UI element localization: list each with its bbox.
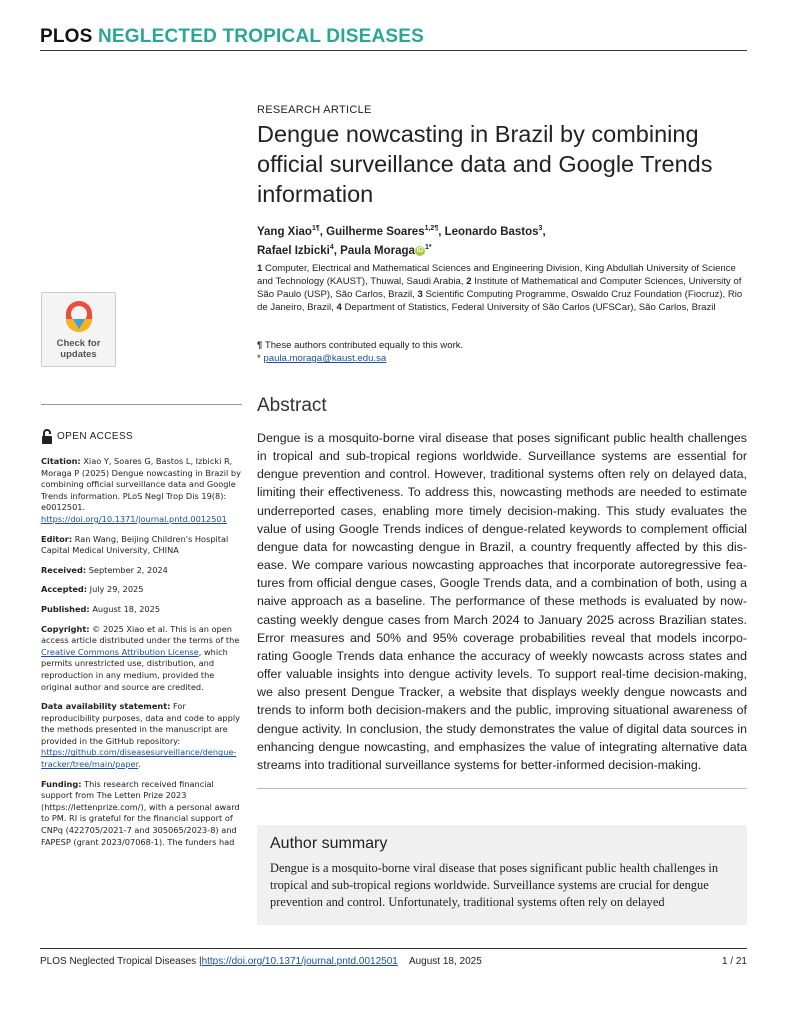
- accepted-block: [41, 584, 241, 596]
- citation-label: Citation:: [41, 456, 81, 466]
- github-repo-link[interactable]: https://github.com/diseasesurveillance/dengue-tracker/tree/main/paper: [41, 747, 237, 770]
- copyright-block: [41, 624, 241, 694]
- accepted-date: July 29, 2025: [89, 584, 144, 595]
- check-for-updates-badge[interactable]: [41, 292, 116, 367]
- author-summary-box: [257, 825, 747, 925]
- published-block: [41, 604, 241, 616]
- author-affil: 1¶: [311, 225, 320, 232]
- data-availability-label: Data availability statement:: [41, 701, 171, 712]
- abstract-text: Dengue is a mosquito-borne viral disease that poses significant public health challenges in tropical and sub-tropical regions worldwide. Surveillance systems are essential for dengue prevention and control. However, traditional systems often rely on delayed data, limiting their effectiveness. To address this, nowcasting methods are needed to estimate underreported cases, enabling more timely decision-making. This study evaluates the value of using Google Trends indices of dengue-related keywords to complement official dengue data for nowcasting dengue in Brazil, a country frequently affected by this dis-ease. We compare various nowcasting approaches that incorporate autoregressive fea-tures from official dengue cases, Google Trends data, and a combination of both, using a naive approach as a baseline. The performance of these methods is evaluated by now-casting weekly dengue cases from March 2024 to January 2025 across Brazilian states. Error measures and 50% and 95% coverage probabilities reveal that models incorpo-rating Google Trends data enhance the accuracy of weekly nowcasts across states and offer valuable insights into dengue activity levels. To support real-time decision-making, we also present Dengue Tracker, a website that displays weekly dengue nowcasts and trends to inform both decision-makers and the public, improving situational awareness of dengue activity. In conclusion, the study demonstrates the value of digital data sources in enhancing dengue nowcasting, and emphasizes the value of integrating alternative data streams into traditional surveillance systems for better-informed decision-making.: [257, 431, 747, 772]
- footer-doi-link[interactable]: https://doi.org/10.1371/journal.pntd.0012501: [201, 956, 398, 967]
- author-list: Yang Xiao$^{1\P}$, Guilherme Soares$^{1,2\P}$, Leonardo Bastos$^3$, Rafael Izbicki$^4$, Paula Moraga iD $^{1*}$: [257, 225, 546, 257]
- funding-text: This research received financial support from The Letten Prize 2023 (https://lettenprize.com/), with a personal award to PM. RI is grateful for the financial support of CNPq (422705/2021-7 and 305065/2023-8) and FAPESP (grant 2023/07068-1). The funders had: [41, 778, 240, 847]
- author-affil: 3: [538, 225, 543, 232]
- check-updates-line1: Check for: [56, 338, 101, 349]
- check-updates-icon: [64, 299, 94, 333]
- author-name[interactable]: Paula Moraga: [340, 244, 415, 257]
- journal-name: NEGLECTED TROPICAL DISEASES: [98, 26, 424, 47]
- received-label: Received:: [41, 564, 87, 575]
- sidebar-divider: [41, 404, 242, 405]
- author-affil: 1,2¶: [424, 225, 439, 232]
- citation-block: [41, 456, 241, 526]
- open-lock-icon: [41, 429, 53, 444]
- author-name[interactable]: Leonardo Bastos: [444, 225, 539, 238]
- page-number: 1 / 21: [721, 956, 747, 967]
- article-title: Dengue nowcasting in Brazil by combining official surveillance data and Google Trends information: [257, 121, 713, 207]
- accepted-label: Accepted:: [41, 584, 88, 595]
- author-affil: 1*: [424, 243, 432, 251]
- citation-text: Xiao Y, Soares G, Bastos L, Izbicki R, Moraga P (2025) Dengue nowcasting in Brazil by combining official surveillance data and Google Trends information. PLoS Negl Trop Dis 19(8): e0012501.: [41, 456, 241, 513]
- corresponding-email-link[interactable]: paula.moraga@kaust.edu.sa: [263, 353, 387, 364]
- footer-journal: PLOS Neglected Tropical Diseases |: [40, 956, 202, 967]
- footer-date: August 18, 2025: [408, 956, 482, 967]
- affil-number: 2: [466, 276, 472, 287]
- plos-logo-text: PLOS: [40, 26, 93, 47]
- copyright-pre: © 2025 Xiao et al. This is an open access article distributed under the terms of the: [41, 623, 240, 646]
- open-access-text: OPEN ACCESS: [57, 431, 134, 442]
- editor-text: Ran Wang, Beijing Children's Hospital Capital Medical University, CHINA: [41, 533, 229, 556]
- check-updates-line2: updates: [60, 349, 97, 360]
- contribution-notes: [257, 339, 747, 365]
- published-date: August 18, 2025: [92, 603, 161, 614]
- journal-header: [40, 26, 424, 48]
- page-footer: [40, 956, 747, 967]
- copyright-post: , which permits unrestricted use, distribution, and reproduction in any medium, provided the original author and source are credited.: [41, 646, 228, 692]
- article-info-sidebar: [41, 456, 241, 856]
- abstract-divider: [257, 788, 747, 789]
- affil-text: Institute of Mathematical and Computer Sciences, University of São Paulo (USP), São Carlos, Brazil,: [257, 276, 742, 300]
- author-summary-text: Dengue is a mosquito-borne viral disease that poses significant public health challenges in tropical and sub-tropical regions worldwide. Surveillance systems are crucial for dengue prevention and control. Unfortunately, traditional systems often rely on delayed: [270, 861, 719, 909]
- orcid-icon[interactable]: iD: [416, 246, 424, 254]
- abstract-heading: Abstract: [257, 395, 327, 416]
- author-summary-heading: Author summary: [270, 835, 388, 852]
- data-availability-block: Data availability statement: For reproducibility purposes, data and code to apply the methods presented in the manuscript are provided in the GitHub repository: https://github.com/diseasesurveillance/dengue-tracker/tree/main/paper.: [41, 701, 240, 770]
- equal-contrib-text: These authors contributed equally to this work.: [264, 340, 464, 351]
- citation-doi-link[interactable]: https://doi.org/10.1371/journal.pntd.0012501: [41, 513, 227, 524]
- funding-label: Funding:: [41, 778, 82, 789]
- open-access-label: [41, 429, 133, 444]
- affil-number: 3: [417, 289, 423, 300]
- published-label: Published:: [41, 603, 90, 614]
- copyright-label: Copyright:: [41, 623, 90, 634]
- header-divider: [40, 50, 747, 51]
- author-name[interactable]: Guilherme Soares: [326, 225, 425, 238]
- affil-number: 1: [257, 263, 263, 274]
- article-type: RESEARCH ARTICLE: [257, 104, 372, 116]
- funding-block: [41, 779, 241, 849]
- author-name[interactable]: Rafael Izbicki: [257, 244, 330, 257]
- received-date: September 2, 2024: [88, 564, 168, 575]
- affiliations: [257, 262, 747, 314]
- editor-label: Editor:: [41, 533, 73, 544]
- data-availability-text: For reproducibility purposes, data and code to apply the methods presented in the manuscript are provided in the GitHub repository:: [41, 701, 240, 746]
- equal-contrib-note: ¶ These authors contributed equally to this work.: [257, 340, 464, 351]
- cc-license-link[interactable]: Creative Commons Attribution License: [41, 646, 199, 657]
- affil-text: Scientific Computing Programme, Oswaldo Cruz Foundation (Fiocruz), Rio de Janeiro, Brazil,: [257, 289, 743, 313]
- affil-number: 4: [336, 302, 342, 313]
- author-name[interactable]: Yang Xiao: [257, 225, 312, 238]
- editor-block: [41, 534, 241, 557]
- affil-text: Computer, Electrical and Mathematical Sciences and Engineering Division, King Abdullah University of Science and Technology (KAUST), Thuwal, Saudi Arabia,: [257, 263, 736, 287]
- corresponding-note: * paula.moraga@kaust.edu.sa: [257, 353, 387, 364]
- affil-text: Department of Statistics, Federal University of São Carlos (UFSCar), São Carlos, Brazil: [344, 302, 716, 313]
- footer-divider: [40, 948, 747, 949]
- received-block: [41, 565, 241, 577]
- author-affil: 4: [329, 243, 334, 251]
